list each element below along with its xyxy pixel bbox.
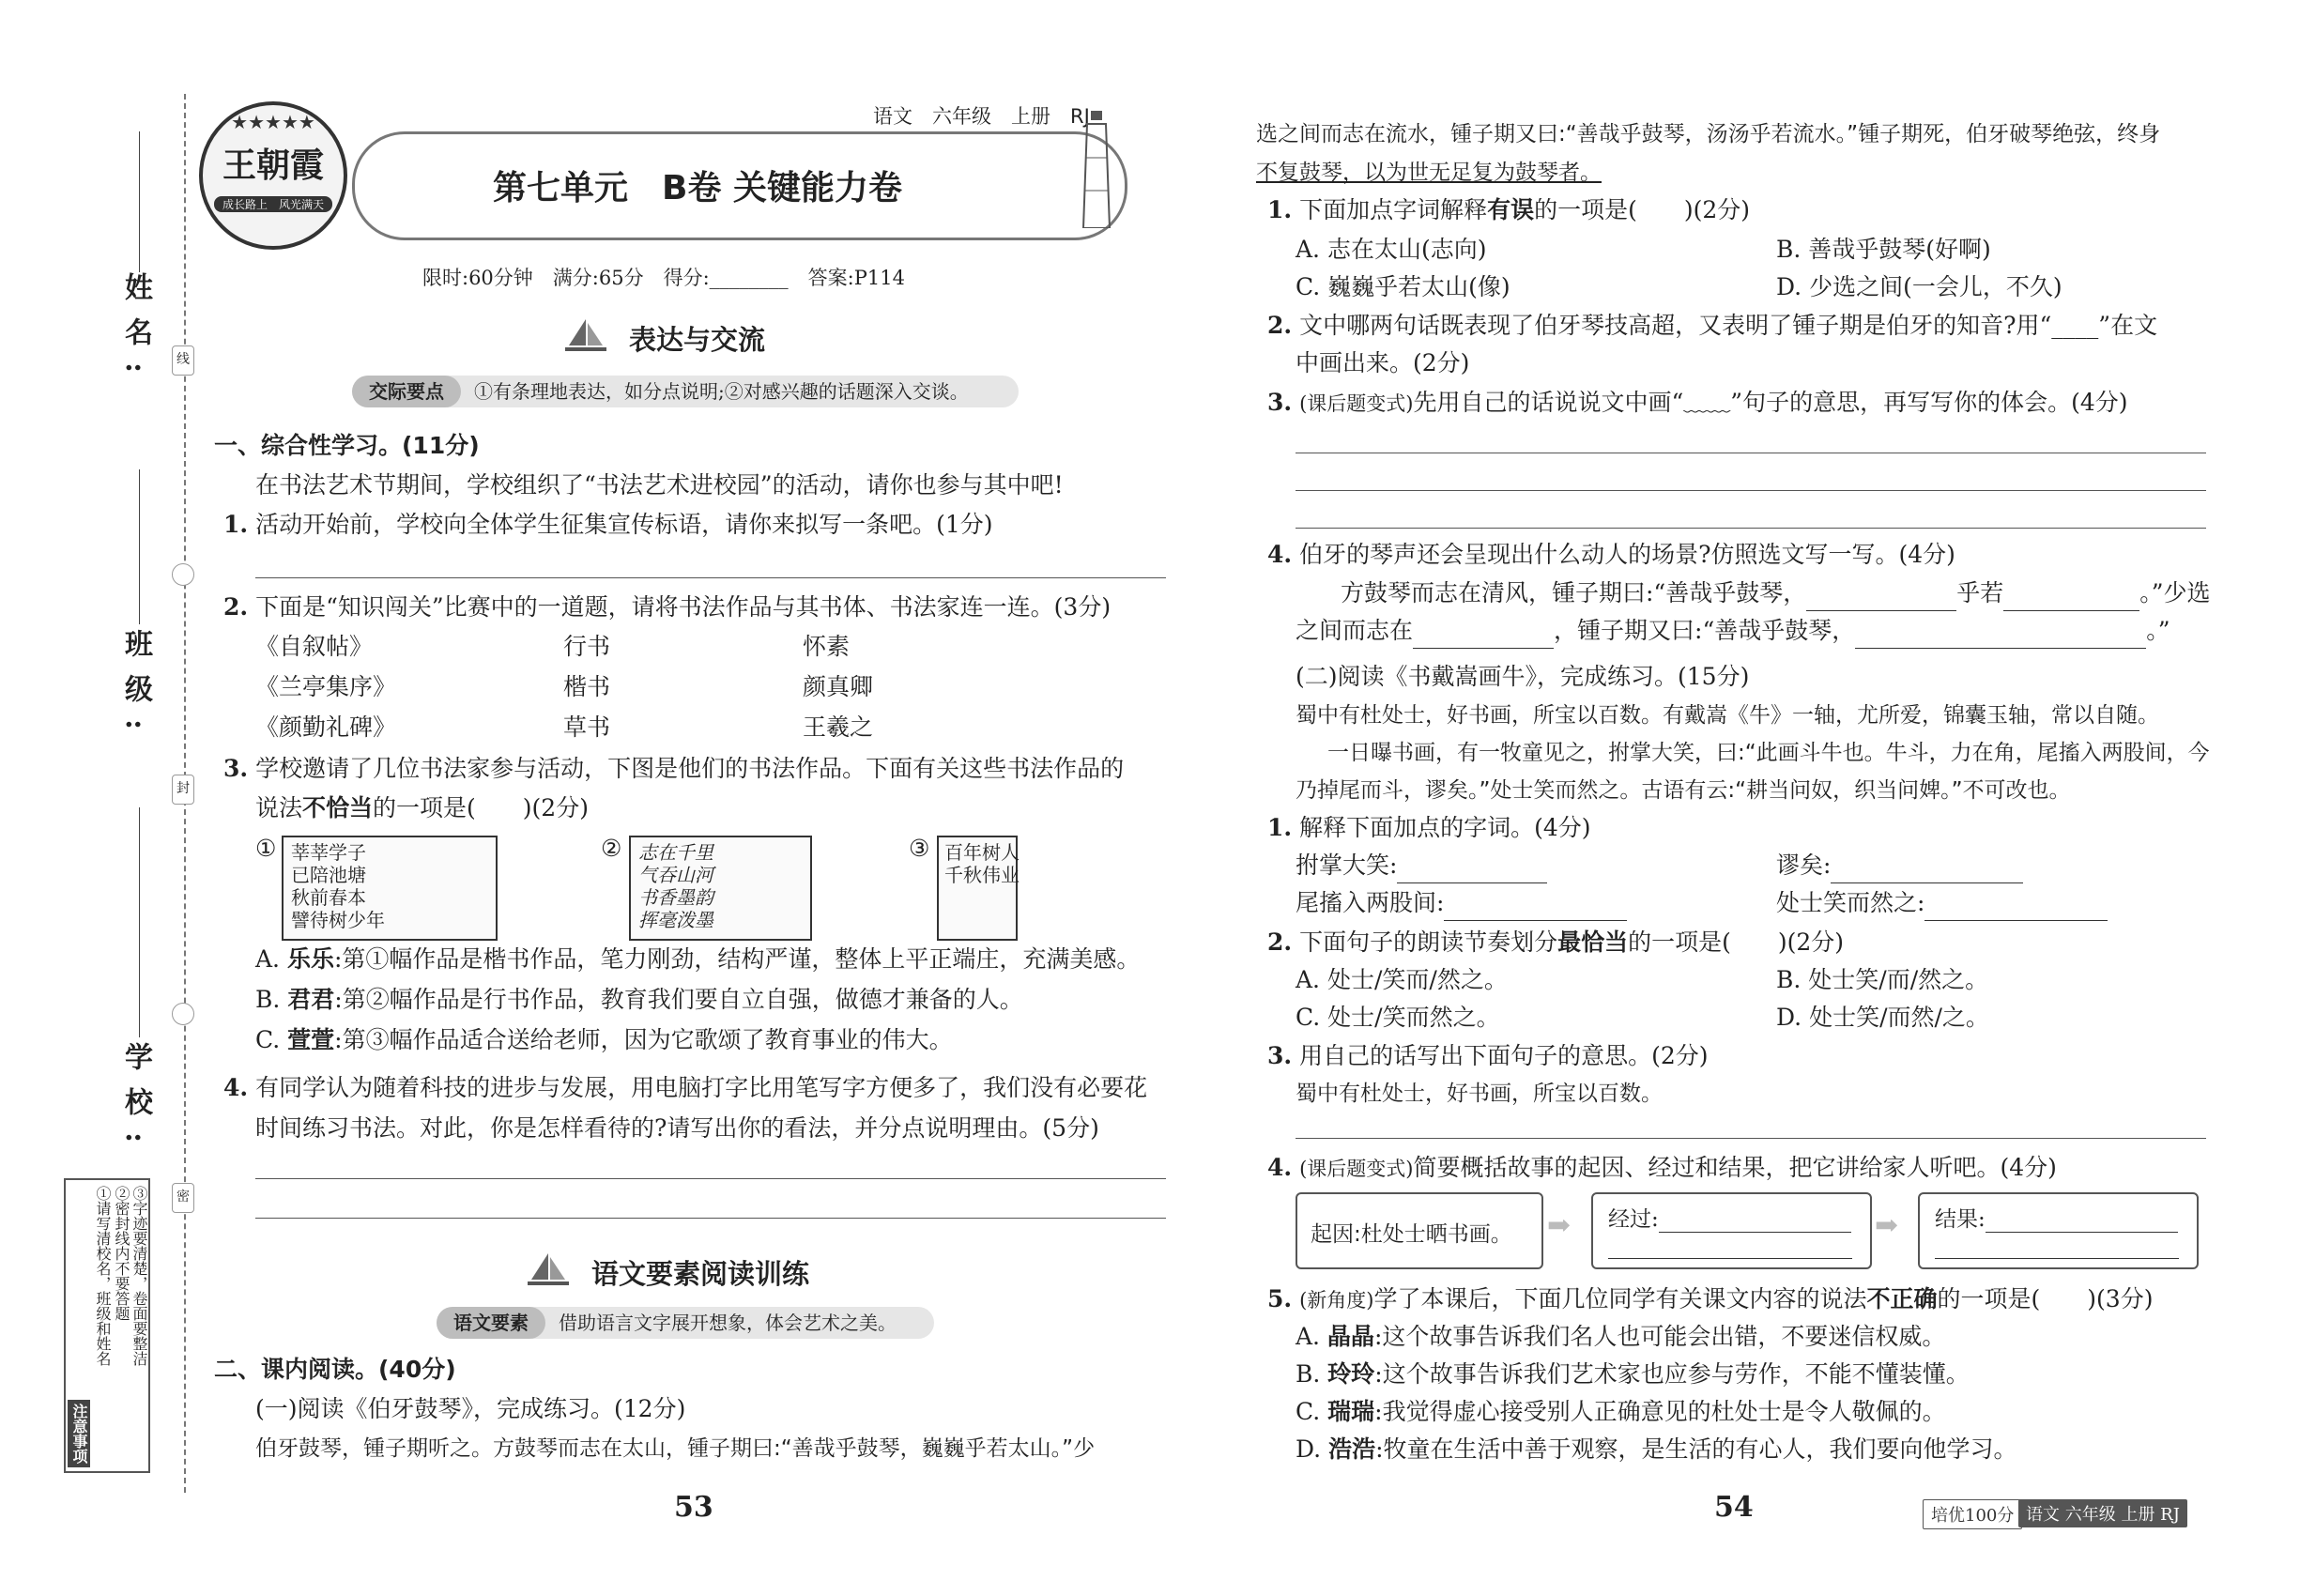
arrow-right-icon: ➡ [1547,1209,1572,1242]
answer-line[interactable] [255,1218,1166,1219]
page-number-left: 53 [674,1491,713,1524]
match-artist[interactable]: 颜真卿 [803,673,874,700]
notice-item: ①请写清校名，班级和姓名 [94,1186,112,1366]
part2-subheading: (二)阅读《书戴嵩画牛》，完成练习。(15分) [1296,663,1750,690]
option-a[interactable]: A. 乐乐:第①幅作品是楷书作品，笔力刚劲，结构严谨，整体上平正端庄，充满美感。 [255,945,1141,973]
cut-mark-seal: 封 [172,775,194,805]
ring-icon [172,1003,194,1025]
fill-blank[interactable] [1444,898,1627,921]
tip-text: 借助语言文字展开想象，体会艺术之美。 [559,1312,897,1334]
page-number-right: 54 [1714,1491,1754,1524]
option-c[interactable]: C. 巍巍乎若太山(像) [1296,273,1510,300]
define-item: 尾搐入两股间: [1296,885,1627,921]
question-s2: 2. 下面句子的朗读节奏划分最恰当的一项是( )(2分) [1267,928,1845,956]
match-style[interactable]: 行书 [563,633,611,660]
question-2: 2. 下面是“知识闯关”比赛中的一道题，请将书法作品与其书体、书法家连一连。(3分) [223,593,1112,621]
fill-blank[interactable] [2003,588,2139,611]
calligraphy-sample-3: 百年树人 千秋伟业 [937,836,1018,941]
answer-line[interactable] [255,577,1166,578]
quote-text: 蜀中有杜处士，好书画，所宝以百数。 [1296,1082,1663,1106]
question-s1: 1. 解释下面加点的字词。(4分) [1267,814,1591,841]
brand-name: 王朝霞 [222,146,324,185]
question-s3: 3. 用自己的话写出下面句子的意思。(2分) [1267,1042,1709,1069]
reading-question-1: 1. 下面加点字词解释有误的一项是( )(2分) [1267,196,1751,223]
flow-cause-text: 起因:杜处士晒书画。 [1311,1222,1512,1247]
passage-text: 伯牙鼓琴，锺子期听之。方鼓琴而志在太山，锺子期曰:“善哉乎鼓琴，巍巍乎若太山。”少 [255,1436,1096,1461]
fill-blank[interactable] [1831,860,2023,883]
sailboat-icon [526,1253,571,1291]
flow-process-label: 经过: [1608,1202,1851,1233]
passage-text: 一日曝书画，有一牧童见之，拊掌大笑，曰:“此画斗牛也。牛斗，力在角，尾搐入两股间，今 [1327,741,2210,765]
school-line [139,807,140,1037]
answer-line[interactable] [255,1178,1166,1179]
part2-heading: 二、课内阅读。(40分) [214,1356,456,1383]
name-line [139,131,140,272]
match-artist[interactable]: 王羲之 [803,714,874,741]
match-work[interactable]: 《自叙帖》 [255,633,374,660]
star-row-icon: ★★★★★ [231,111,315,133]
cut-mark-line: 线 [172,345,194,376]
option-d[interactable]: D. 处士笑/而然/之。 [1776,1004,1989,1031]
reading-question-4: 4. 伯牙的琴声还会呈现出什么动人的场景?仿照选文写一写。(4分) [1267,541,1955,568]
option-b[interactable]: B. 善哉乎鼓琴(好啊) [1776,236,1991,263]
question-4: 4. 有同学认为随着科技的进步与发展，用电脑打字比用笔写字方便多了，我们没有必要花 [223,1074,1148,1101]
option-b[interactable]: B. 玲玲:这个故事告诉我们艺术家也应参与劳作，不能不懂装懂。 [1296,1360,1970,1388]
fill-blank[interactable] [1986,1209,2178,1233]
tip-label: 语文要素 [437,1307,545,1339]
question-s5: 5. (新角度)学了本课后，下面几位同学有关课文内容的说法不正确的一项是( )(3分) [1267,1285,2154,1312]
tip-bar-elements [437,1307,934,1339]
part2-subheading: (一)阅读《伯牙鼓琴》，完成练习。(12分) [255,1395,686,1422]
question-3: 3. 学校邀请了几位书法家参与活动，下图是他们的书法作品。下面有关这些书法作品的 [223,755,1125,782]
option-a[interactable]: A. 晶晶:这个故事告诉我们名人也可能会出错，不要迷信权威。 [1296,1323,1946,1350]
option-a[interactable]: A. 志在太山(志向) [1296,236,1487,263]
part1-heading: 一、综合性学习。(11分) [214,432,480,459]
section-reading-title: 语文要素阅读训练 [591,1258,810,1290]
tip-bar-communication [352,376,1019,407]
footer-info-tag: 语文 六年级 上册 RJ [2018,1499,2187,1527]
answer-line[interactable] [1296,528,2206,529]
option-b[interactable]: B. 君君:第②幅作品是行书作品，教育我们要自立自强，做德才兼备的人。 [255,986,1023,1013]
question-1: 1. 活动开始前，学校向全体学生征集宣传标语，请你来拟写一条吧。(1分) [223,511,993,538]
sailboat-icon [563,319,608,357]
fill-blank[interactable] [1855,625,2146,649]
exam-meta: 限时:60分钟 满分:65分 得分:________ 答案:P114 [422,267,905,289]
define-item: 处士笑而然之: [1776,885,2108,921]
footer-brand-tag: 培优100分 [1923,1499,2022,1529]
fill-blank[interactable] [1397,860,1547,883]
option-c[interactable]: C. 处士/笑而然之。 [1296,1004,1500,1031]
reading-question-2-cont: 中画出来。(2分) [1296,349,1470,376]
notice-item: ③字迹要清楚，卷面要整洁 [130,1186,148,1366]
option-d[interactable]: D. 浩浩:牧童在生活中善于观察，是生活的有心人，我们要向他学习。 [1296,1435,2017,1463]
section-expression-title: 表达与交流 [629,324,766,356]
passage-text: 蜀中有杜处士，好书画，所宝以百数。有戴嵩《牛》一轴，尤所爱，锦囊玉轴，常以自随。 [1296,703,2159,728]
passage-text: 不复鼓琴，以为世无足复为鼓琴者。 [1256,161,1602,185]
class-label: 班级: [119,629,152,747]
tip-label: 交际要点 [352,376,461,407]
name-label: 姓名: [119,272,152,391]
class-line [139,469,140,624]
calligraphy-sample-2: 志在千里 气吞山河 书香墨韵 挥毫泼墨 [629,836,812,941]
match-style[interactable]: 草书 [563,714,611,741]
arrow-right-icon: ➡ [1875,1209,1899,1242]
define-item: 拊掌大笑: [1296,848,1547,883]
question-s4: 4. (课后题变式)简要概括故事的起因、经过和结果，把它讲给家人听吧。(4分) [1267,1154,2057,1181]
part1-intro: 在书法艺术节期间，学校组织了“书法艺术进校园”的活动，请你也参与其中吧! [255,471,1064,499]
match-work[interactable]: 《兰亭集序》 [255,673,397,700]
school-label: 学校: [119,1042,152,1160]
ring-icon [172,563,194,586]
fill-blank[interactable] [1935,1235,2179,1259]
fill-blank[interactable] [1924,898,2108,921]
notice-item: ②密封线内不要答题 [113,1186,130,1321]
option-c[interactable]: C. 瑞瑞:我觉得虚心接受别人正确意见的杜处士是令人敬佩的。 [1296,1398,1946,1425]
passage-text: 乃掉尾而斗，谬矣。”处士笑而然之。古语有云:“耕当问奴，织当问婢。”不可改也。 [1296,778,2071,803]
match-artist[interactable]: 怀素 [803,633,851,660]
calligraphy-sample-1: 莘莘学子 已陪池塘 秋前春本 譬待树少年 [282,836,498,941]
answer-line[interactable] [1296,490,2206,491]
reading-question-2: 2. 文中哪两句话既表现了伯牙琴技高超，又表明了锺子期是伯牙的知音?用“____”在文 [1267,312,2158,339]
option-a[interactable]: A. 处士/笑而/然之。 [1296,966,1508,993]
brand-subtitle: 成长路上 风光满天 [214,196,332,212]
sample-mark: ③ [909,835,930,862]
match-work[interactable]: 《颜勤礼碑》 [255,714,397,741]
unit-title: 第七单元 B卷 关键能力卷 [493,169,902,207]
lighthouse-icon [1080,111,1113,228]
fill-in-line-1: 方鼓琴而志在清风，锺子期曰:“善哉乎鼓琴， 乎若 。”少选 [1341,575,2211,611]
tip-text: ①有条理地表达，如分点说明;②对感兴趣的话题深入交谈。 [474,380,969,403]
brand-logo [199,101,347,250]
fill-blank[interactable] [1608,1235,1852,1259]
cut-mark-secret: 密 [172,1183,194,1213]
fill-blank[interactable] [1659,1209,1851,1233]
passage-text: 选之间而志在流水，锺子期又曰:“善哉乎鼓琴，汤汤乎若流水。”锺子期死，伯牙破琴绝弦，终身 [1256,122,2161,146]
define-item: 谬矣: [1776,848,2023,883]
option-d[interactable]: D. 少选之间(一会儿，不久) [1776,273,2062,300]
flow-result-label: 结果: [1935,1202,2178,1233]
flow-box-result [1918,1192,2199,1269]
fill-blank[interactable] [1413,625,1554,649]
notice-title: 注意事项 [68,1400,90,1467]
reading-question-3: 3. (课后题变式)先用自己的话说说文中画“﹏﹏”句子的意思，再写写你的体会。(4分) [1267,389,2128,416]
fill-blank[interactable] [1806,588,1956,611]
option-c[interactable]: C. 萱萱:第③幅作品适合送给老师，因为它歌颂了教育事业的伟大。 [255,1026,953,1053]
sample-mark: ② [601,835,622,862]
flow-box-cause [1296,1192,1543,1269]
option-b[interactable]: B. 处士笑/而/然之。 [1776,966,1989,993]
subject-line: 语文 六年级 上册 RJ [873,105,1090,128]
fill-in-line-2: 之间而志在 ，锺子期又曰:“善哉乎鼓琴， 。” [1296,613,2170,649]
question-3-cont: 说法不恰当的一项是( )(2分) [255,794,589,821]
sample-mark: ① [255,835,277,862]
notice-box [64,1178,150,1473]
match-style[interactable]: 楷书 [563,673,611,700]
question-4-cont: 时间练习书法。对此，你是怎样看待的?请写出你的看法，并分点说明理由。(5分) [255,1114,1099,1142]
answer-line[interactable] [1296,1138,2206,1139]
flow-box-process [1591,1192,1872,1269]
